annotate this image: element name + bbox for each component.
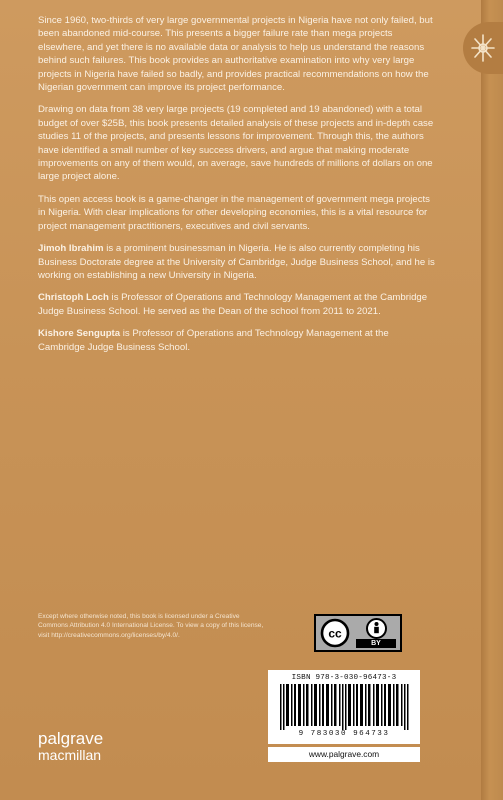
author-name: Jimoh Ibrahim	[38, 243, 104, 255]
author-bio-1	[38, 242, 438, 282]
license-notice: Except where otherwise noted, this book is licensed under a Creative Commons Attribution 4.0 International License. To view a copy of this license, visit http://creativecommons.org/licenses/by/4.0/.	[38, 613, 264, 639]
spine	[481, 0, 503, 800]
author-name: Christoph Loch	[38, 292, 109, 304]
blurb-paragraph-2: Drawing on data from 38 very large projects (19 completed and 19 abandoned) with a total budget of over $25B, this book presents detailed analysis of these projects and in-depth case studies 11 of the projects, and presents lessons for improvement. Through this, the authors have identified a small number of key success drivers, and argue that making moderate improvements on any of them would, on average, save hundreds of millions of dollars on one large project alone.	[38, 104, 434, 183]
publisher-name-line-1: palgrave	[38, 729, 104, 748]
blurb-paragraph-3: This open access book is a game-changer in the management of government mega projects in Nigeria. With clear implications for other developing economies, this is a vital resource for project management practitioners, executives and civil servants.	[38, 193, 430, 232]
barcode-icon	[276, 684, 412, 730]
attribution-person-icon	[366, 618, 387, 639]
spine-logo-tab	[463, 22, 503, 74]
back-cover-text	[38, 14, 438, 363]
author-bio-text: is a prominent businessman in Nigeria. He is also currently completing his Business Doctorate degree at the University of Cambridge, Judge Business School, and he is working on establishing a new University in Nigeria.	[38, 243, 435, 281]
palgrave-star-icon	[469, 32, 497, 64]
isbn-label: ISBN 978-3-030-96473-3	[291, 674, 397, 682]
creative-commons-icon	[318, 618, 352, 648]
publisher-url: www.palgrave.com	[268, 747, 420, 762]
author-bio-2	[38, 291, 438, 318]
author-bio-3	[38, 327, 438, 354]
cc-by-license-badge	[314, 614, 402, 652]
author-name: Kishore Sengupta	[38, 328, 121, 340]
cc-label: cc	[328, 626, 342, 641]
publisher-logo	[38, 730, 103, 764]
by-label: BY	[356, 639, 396, 648]
barcode-digits: 9 783030 964733	[298, 730, 390, 738]
author-bio-text: is Professor of Operations and Technology Management at the Cambridge Judge Business School.	[38, 328, 389, 353]
isbn-barcode	[268, 670, 420, 744]
author-bio-text: is Professor of Operations and Technology Management at the Cambridge Judge Business School. He served as the Dean of the school from 2011 to 2021.	[38, 292, 428, 317]
publisher-name-line-2: macmillan	[38, 747, 102, 763]
blurb-paragraph-1: Since 1960, two-thirds of very large governmental projects in Nigeria have not only failed, but been abandoned mid-course. This presents a bigger failure rate than mega projects elsewhere, and yet there is no available data or analysis to help us understand the reasons behind such failures. This book provides an authoritative examination into why very large projects in Nigeria have failed so badly, and provides practical recommendations on how the Nigerian government can improve its project performance.	[38, 15, 433, 94]
